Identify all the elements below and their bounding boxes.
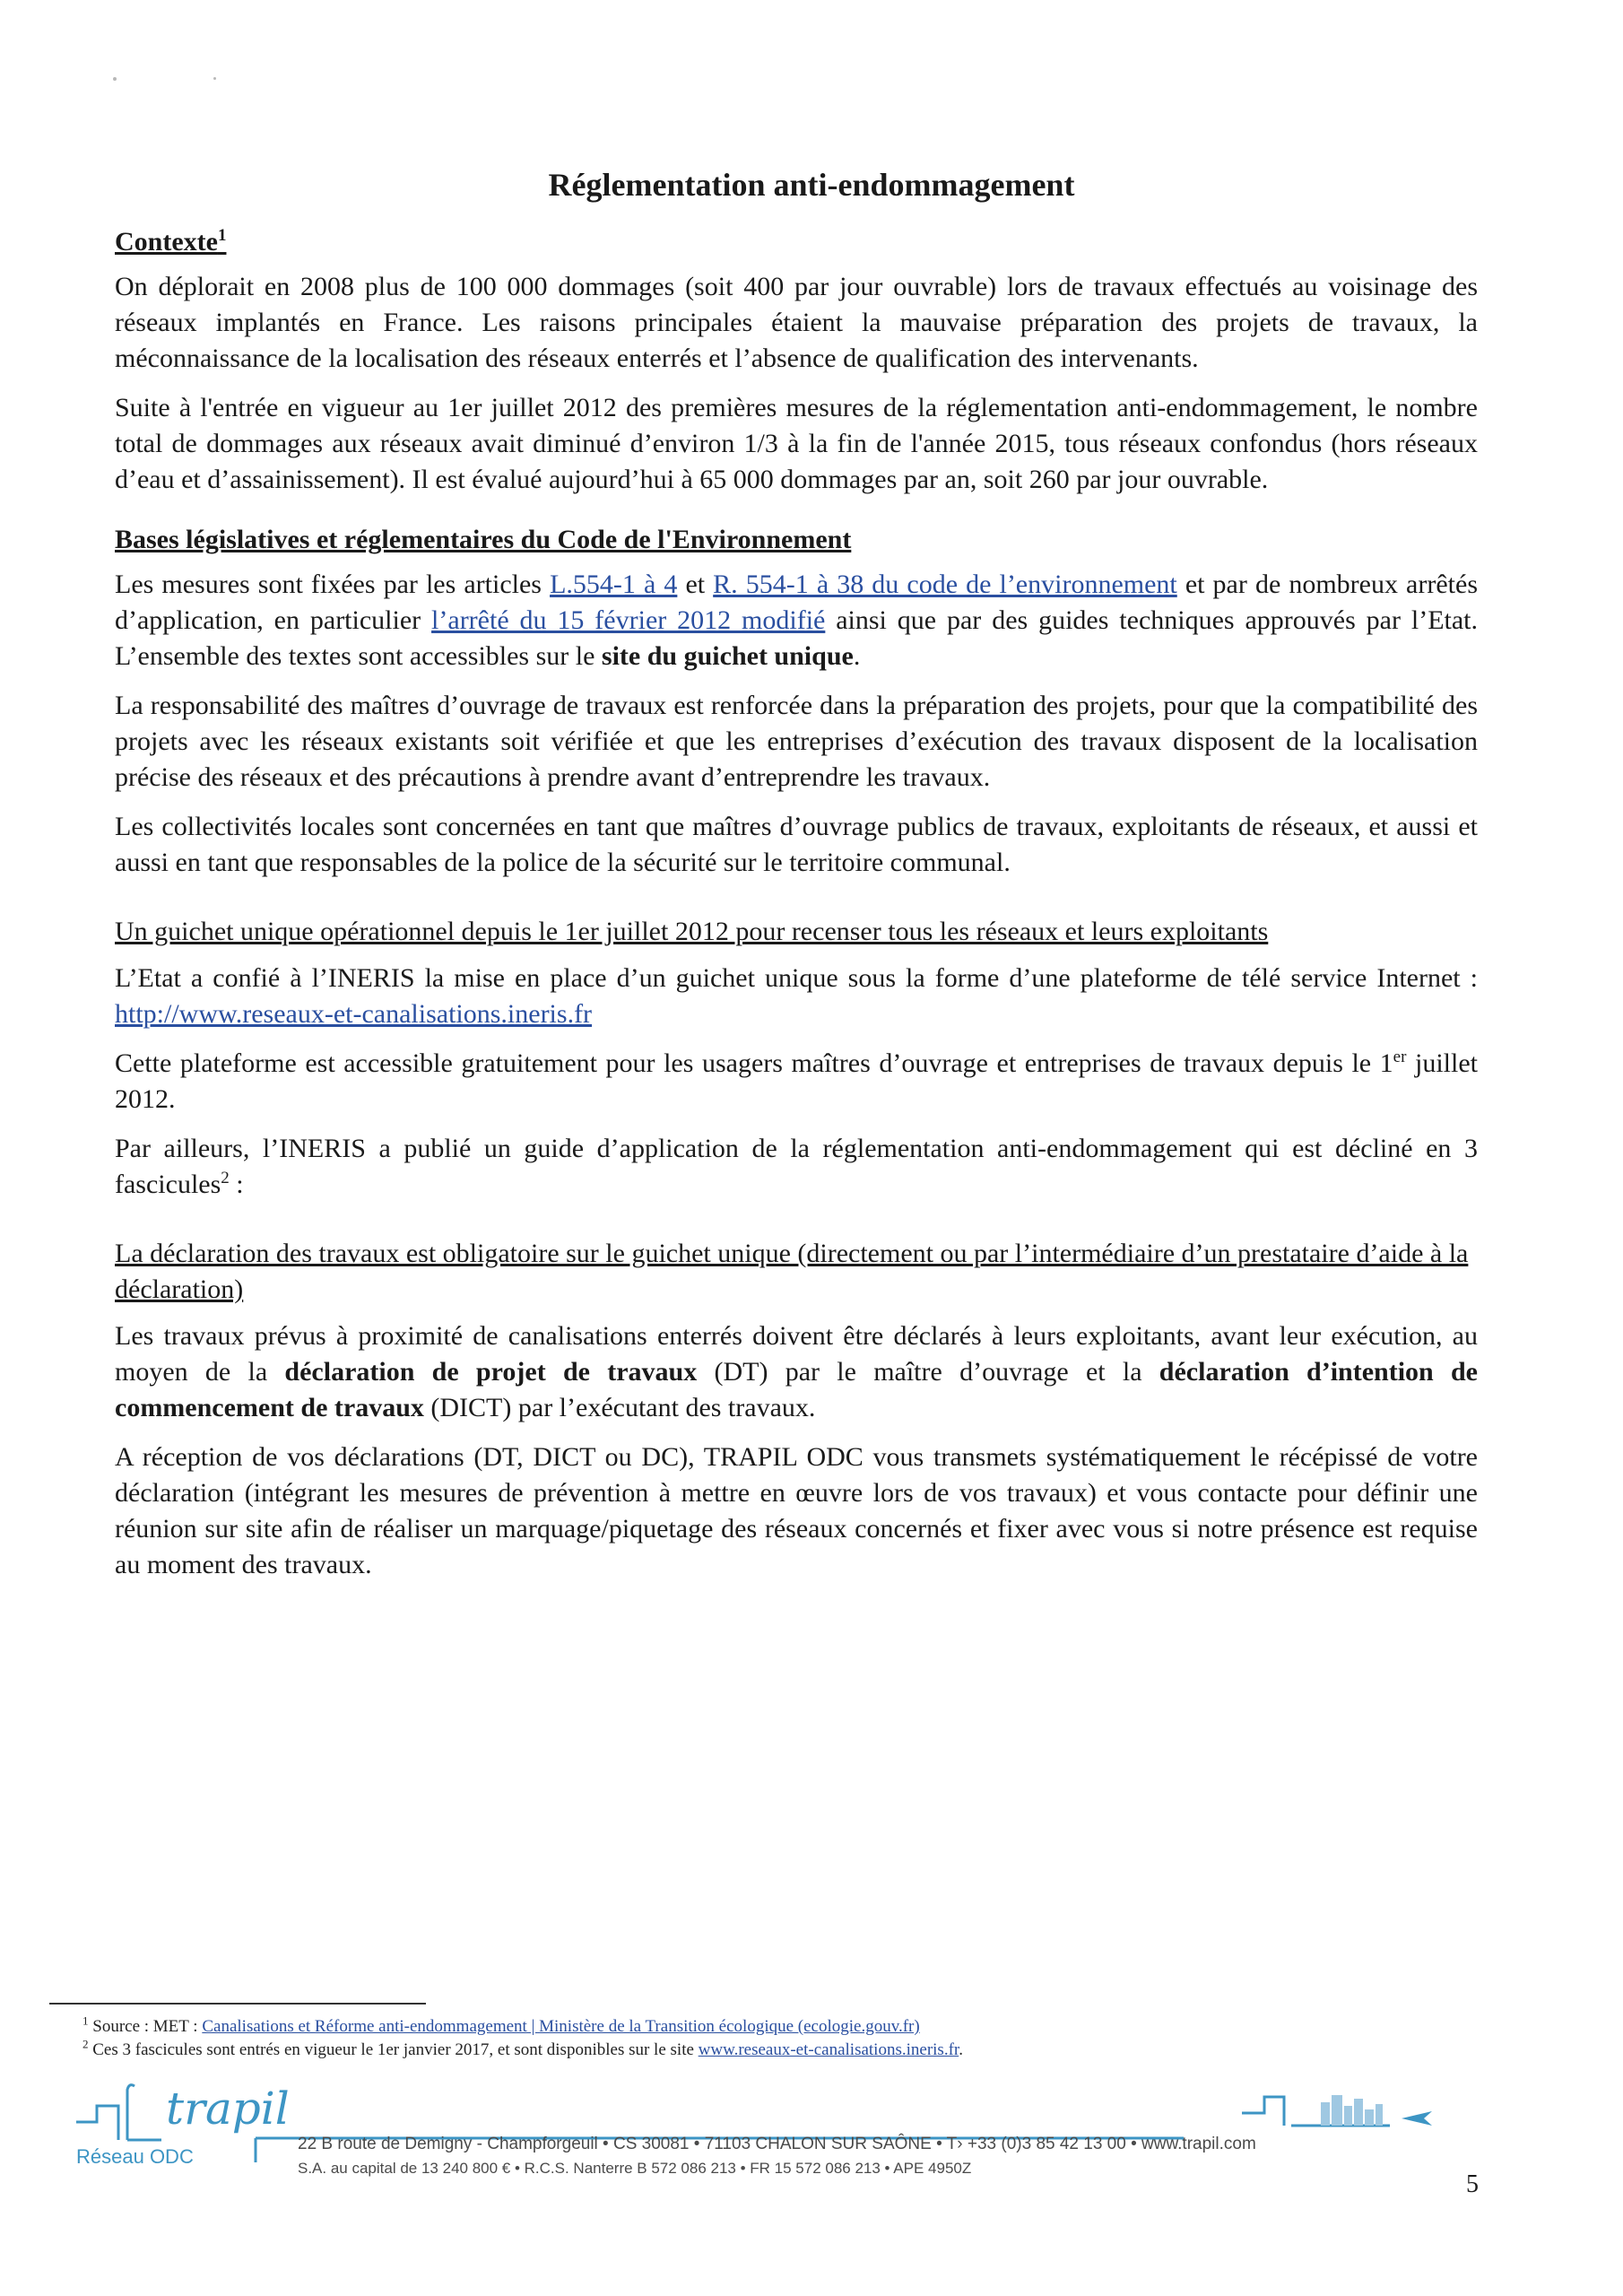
footnote-ref-2: 2 <box>221 1169 230 1187</box>
network-label: Réseau ODC <box>76 2145 194 2168</box>
guichet-paragraph-2: Cette plateforme est accessible gratuitement pour les usagers maîtres d’ouvrage et entreprises de travaux depuis le 1er juillet 2012. <box>115 1048 1478 1114</box>
footnote-separator <box>49 2003 426 2005</box>
main-content <box>115 224 1478 1596</box>
contexte-paragraph-1: On déplorait en 2008 plus de 100 000 dommages (soit 400 par jour ouvrable) lors de travaux effectués au voisinage des réseaux implantés en France. Les raisons principales étaient la mauvaise préparation des projets de travaux, la méconnaissance de la localisation des réseaux enterrés et l’absence de qualification des intervenants. <box>115 272 1478 373</box>
heading-guichet-unique: Un guichet unique opérationnel depuis le 1er juillet 2012 pour recenser tous les réseaux et leurs exploitants <box>115 917 1269 946</box>
guichet-unique-emphasis: site du guichet unique <box>601 641 854 671</box>
declaration-paragraph-2: A réception de vos déclarations (DT, DICT ou DC), TRAPIL ODC vous transmets systématiquement le récépissé de votre déclaration (intégrant les mesures de prévention à mettre en œuvre lors de vos travaux) et vous contacte pour définir une réunion sur site afin de réaliser un marquage/piquetage des réseaux concernés et fixer avec vous si notre présence est requise au moment des travaux. <box>115 1442 1478 1579</box>
bases-paragraph-2: La responsabilité des maîtres d’ouvrage de travaux est renforcée dans la préparation des projets, pour que la compatibilité des projets avec les réseaux existants soit vérifiée et que les entreprises d’exécution des travaux disposent de la localisation précise des réseaux et des précautions à prendre avant d’entreprendre les travaux. <box>115 691 1478 792</box>
footnote-2: $^2$ Ces 3 fascicules sont entrés en vigueur le 1er janvier 2017, et sont disponibles sur le site www.reseaux-et-canalisations.ineris.fr. <box>82 2037 963 2059</box>
heading-contexte: Contexte$^1$ <box>115 226 227 257</box>
footer-address: 22 B route de Demigny - Champforgeuil • CS 30081 • 71103 CHALON SUR SAÔNE • T› +33 (0)3 85 42 13 00 • www.trapil.com <box>298 2135 1256 2153</box>
plane-icon <box>1402 2111 1432 2126</box>
footer-graphic <box>1242 2079 1462 2146</box>
footnote-1-link[interactable]: Canalisations et Réforme anti-endommagement | Ministère de la Transition écologique (ecologie.gouv.fr) <box>202 2017 920 2036</box>
heading-declaration-travaux: La déclaration des travaux est obligatoire sur le guichet unique (directement ou par l’intermédiaire d’un prestataire d’aide à la déclaration) <box>115 1239 1469 1304</box>
link-articles-l554[interactable]: L.554-1 à 4 <box>550 570 678 599</box>
trapil-wordmark: trapil <box>166 2083 290 2135</box>
bases-paragraph-1: Les mesures sont fixées par les articles L.554-1 à 4 et R. 554-1 à 38 du code de l’environnement et par de nombreux arrêtés d’application, en particulier l’arrêté du 15 février 2012 modifié ainsi que par des guides techniques approuvés par l’Etat. L’ensemble des textes sont accessibles sur le site du guichet unique. <box>115 570 1479 671</box>
guichet-paragraph-1: L’Etat a confié à l’INERIS la mise en place d’un guichet unique sous la forme d’une plateforme de télé service Internet : http://www.reseaux-et-canalisations.ineris.fr <box>115 963 1478 1029</box>
guichet-paragraph-3: Par ailleurs, l’INERIS a publié un guide d’application de la réglementation anti-endommagement qui est décliné en 3 fascicules$^2$ : <box>115 1134 1478 1199</box>
city-skyline-icon <box>1242 2079 1462 2142</box>
footnote-ref-1: 1 <box>217 226 227 245</box>
scan-speck <box>113 77 117 81</box>
link-ineris-site[interactable]: http://www.reseaux-et-canalisations.ineris.fr <box>115 999 593 1029</box>
page-number: 5 <box>1466 2170 1479 2198</box>
link-arrete-2012[interactable]: l’arrêté du 15 février 2012 modifié <box>431 605 826 635</box>
scan-speck <box>213 77 216 80</box>
declaration-paragraph-1: Les travaux prévus à proximité de canalisations enterrés doivent être déclarés à leurs exploitants, avant leur exécution, au moyen de la déclaration de projet de travaux (DT) par le maître d’ouvrage et la déclaration d’intention de commencement de travaux (DICT) par l’exécutant des travaux. <box>115 1321 1478 1422</box>
bases-paragraph-3: Les collectivités locales sont concernées en tant que maîtres d’ouvrage publics de travaux, exploitants de réseaux, et aussi et aussi en tant que responsables de la police de la sécurité sur le territoire communal. <box>115 812 1478 877</box>
page-title: Réglementation anti-endommagement <box>548 167 1075 203</box>
contexte-paragraph-2: Suite à l'entrée en vigueur au 1er juillet 2012 des premières mesures de la réglementation anti-endommagement, le nombre total de dommages aux réseaux avait diminué d’environ 1/3 à la fin de l'année 2015, tous réseaux confondus (hors réseaux d’eau et d’assainissement). Il est évalué aujourd’hui à 65 000 dommages par an, soit 260 par jour ouvrable. <box>115 393 1478 494</box>
link-articles-r554[interactable]: R. 554-1 à 38 du code de l’environnement <box>713 570 1177 599</box>
footnote-2-link[interactable]: www.reseaux-et-canalisations.ineris.fr <box>698 2040 959 2059</box>
heading-bases-legislatives: Bases législatives et réglementaires du Code de l'Environnement <box>115 525 852 554</box>
footer-legal: S.A. au capital de 13 240 800 € • R.C.S. Nanterre B 572 086 213 • FR 15 572 086 213 • APE 4950Z <box>298 2160 972 2177</box>
footnote-1: $^1$ Source : MET : Canalisations et Réforme anti-endommagement | Ministère de la Transition écologique (ecologie.gouv.fr) <box>82 2013 920 2036</box>
